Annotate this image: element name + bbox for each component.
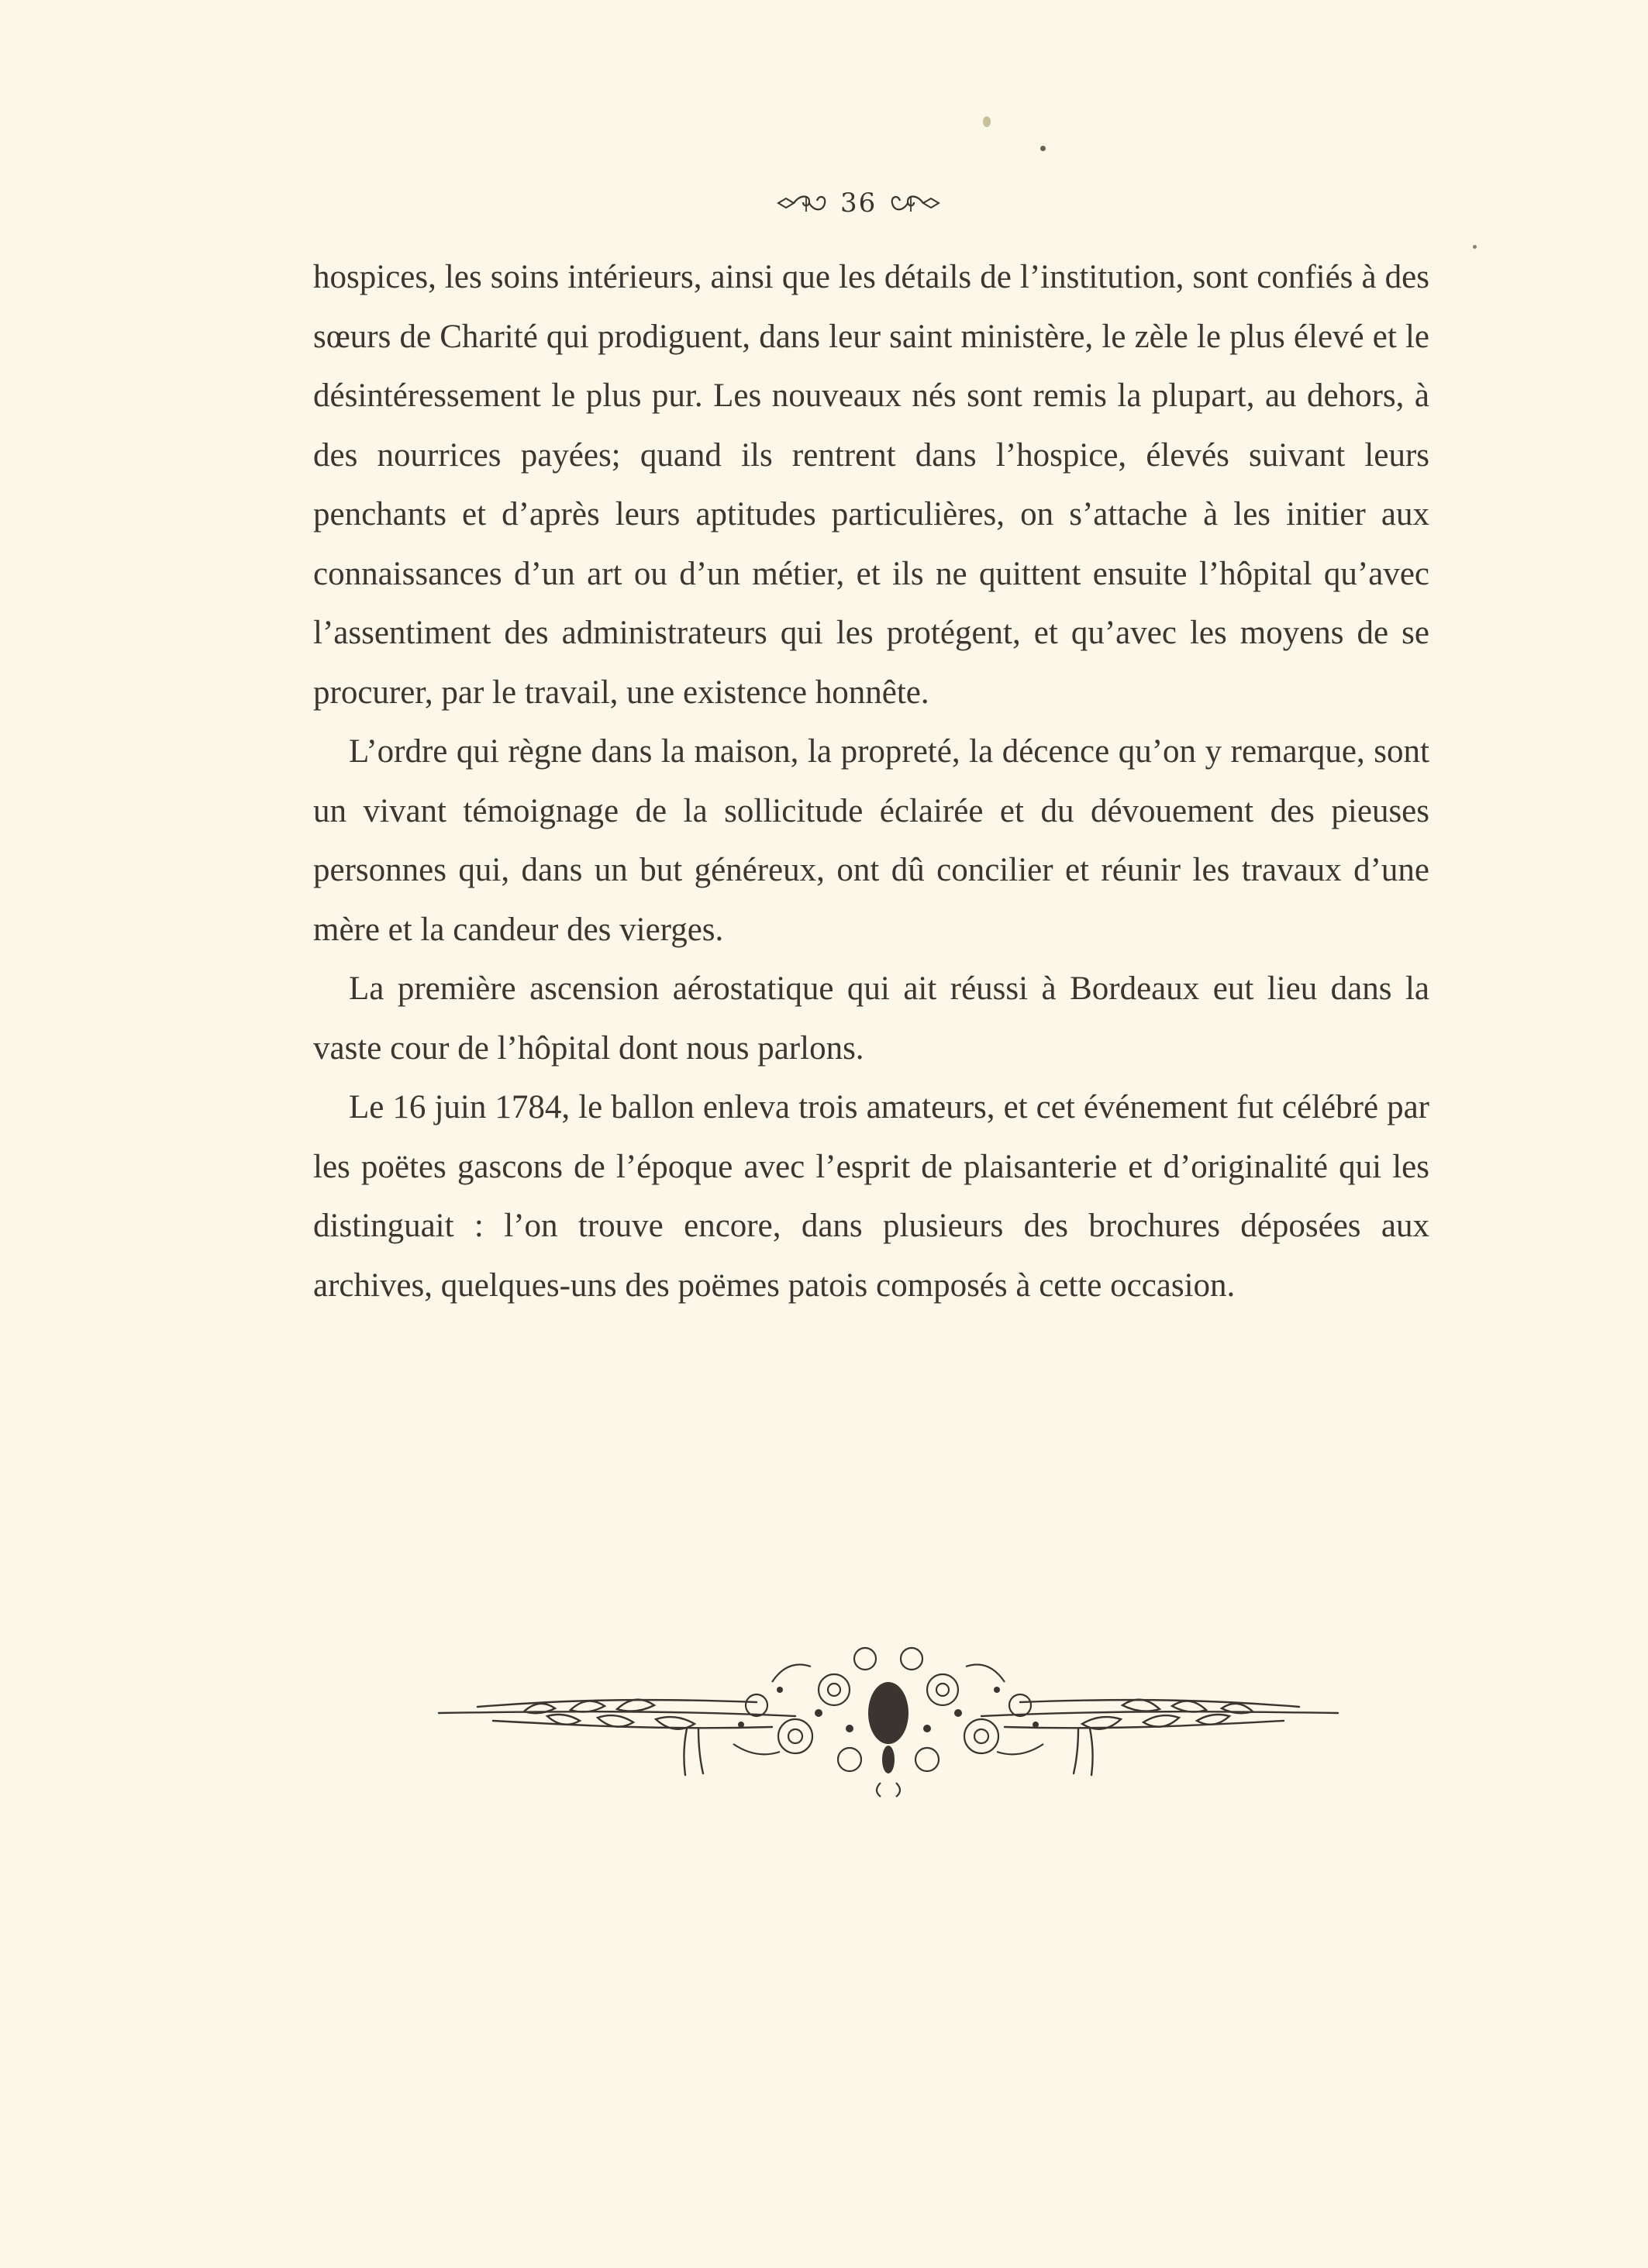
- paragraph-2: L’ordre qui règne dans la maison, la propreté, la décence qu’on y remarque, sont un vivant témoignage de la sollicitude éclairée et du dévouement des pieuses personnes qui, dans un but généreux, ont dû concilier et réunir les travaux d’une mère et la candeur des vierges.: [313, 733, 1429, 948]
- paper-speck: [1040, 146, 1046, 151]
- page-number: 36: [840, 188, 877, 219]
- scroll-flourish-right-icon: [888, 191, 942, 215]
- floral-garland-ornament: [431, 1636, 1346, 1798]
- scroll-flourish-left-icon: [775, 191, 829, 215]
- paragraph-3: La première ascension aérostatique qui ait réussi à Bordeaux eut lieu dans la vaste cour de l’hôpital dont nous parlons.: [313, 970, 1429, 1067]
- page-header: [775, 180, 1008, 226]
- paper-speck: [1473, 245, 1477, 249]
- paragraph-1: hospices, les soins intérieurs, ainsi que les détails de l’institution, sont confiés à des sœurs de Charité qui prodiguent, dans leur saint ministère, le zèle le plus élevé et le désintéressement le plus pur. Les nouveaux nés sont remis la plupart, au dehors, à des nourrices payées; quand ils rentrent dans l’hospice, élevés suivant leurs penchants et d’après leurs aptitudes particulières, on s’attache à les initier aux connaissances d’un art ou d’un métier, et ils ne quittent ensuite l’hôpital qu’avec l’assentiment des administrateurs qui les protégent, et qu’avec les moyens de se procurer, par le travail, une existence honnête.: [313, 259, 1429, 711]
- paragraph-4: Le 16 juin 1784, le ballon enleva trois amateurs, et cet événement fut célébré par les poëtes gascons de l’époque avec l’esprit de plaisanterie et d’originalité qui les distinguait : l’on trouve encore, dans plusieurs des brochures déposées aux archives, quelques-uns des poëmes patois composés à cette occasion.: [313, 1089, 1429, 1304]
- body-text: [313, 248, 1429, 1315]
- paper-speck: [983, 116, 991, 127]
